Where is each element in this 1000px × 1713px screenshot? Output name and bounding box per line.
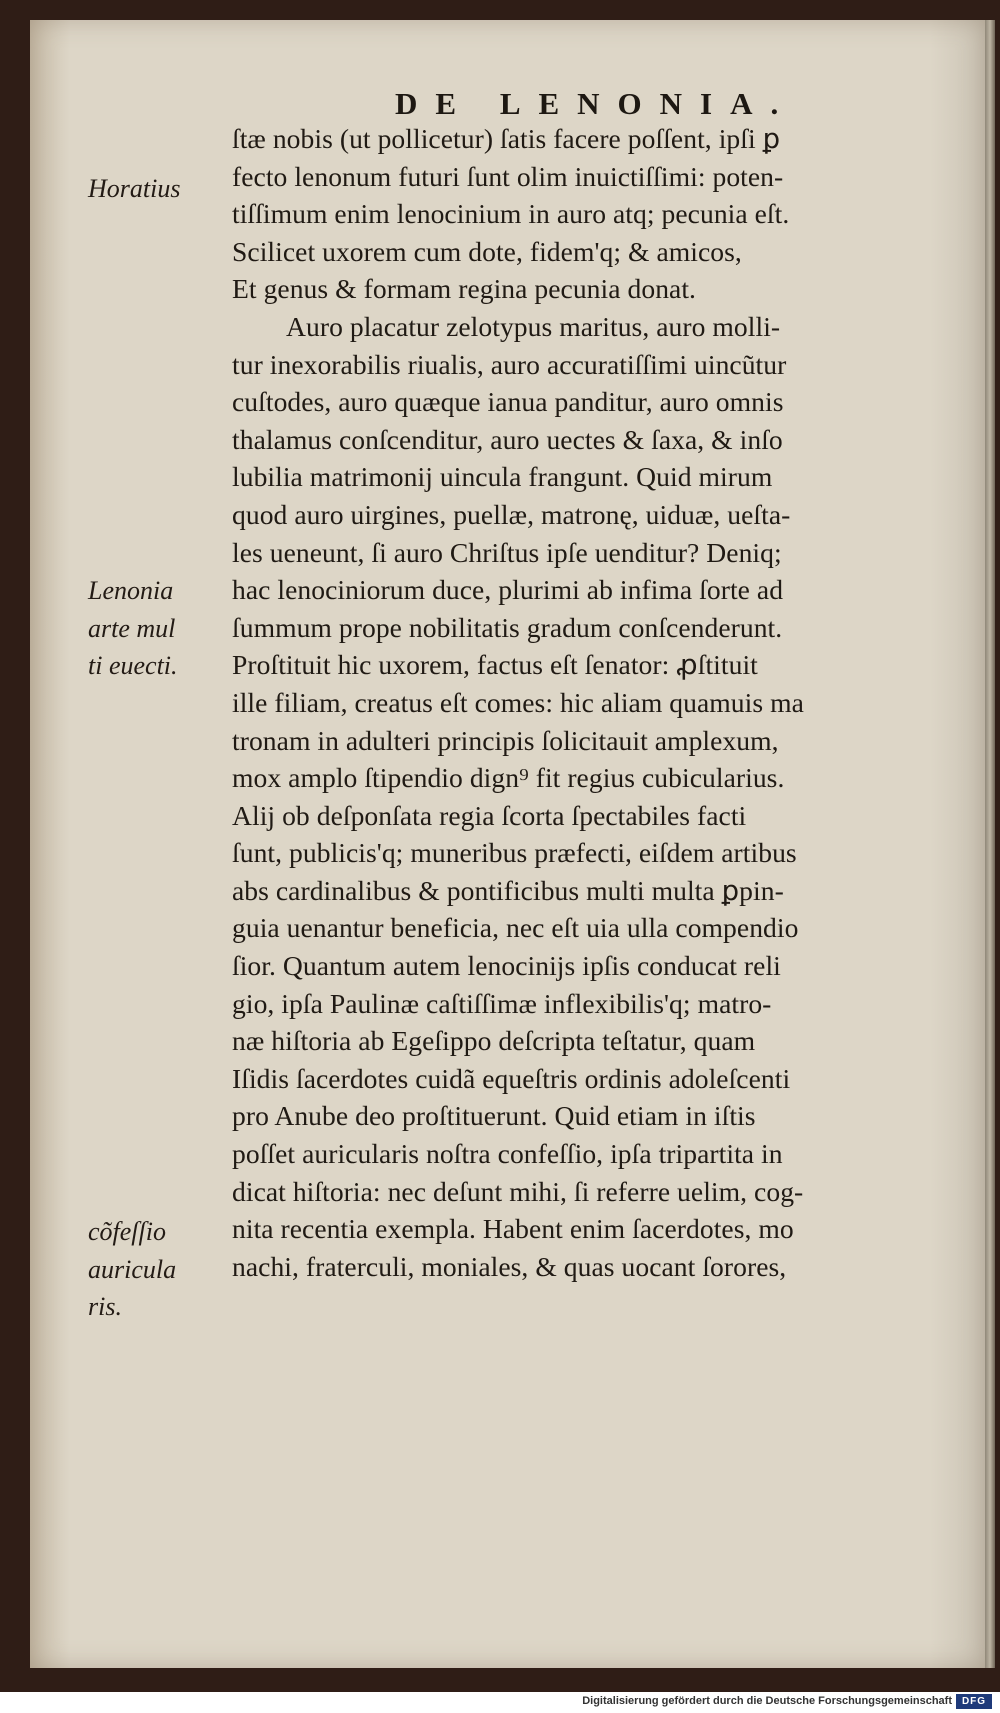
text-line: ſunt, publicis'q; muneribus præfecti, eiſdem artibus bbox=[232, 837, 797, 869]
text-line: Alij ob deſponſata regia ſcorta ſpectabiles facti bbox=[232, 799, 747, 831]
text-line: gio, ipſa Paulinæ caſtiſſimæ inflexibilis'q; matro- bbox=[232, 987, 772, 1019]
running-head: DE LENONIA. bbox=[395, 86, 797, 121]
text-line: tur inexorabilis riualis, auro accuratiſſimi uincũtur bbox=[232, 348, 787, 380]
paragraph-start-line: Auro placatur zelotypus maritus, auro molli- bbox=[286, 310, 781, 342]
dfg-logo: DFG bbox=[956, 1694, 992, 1709]
margin-note-line: auricula bbox=[88, 1254, 177, 1284]
margin-note-line: Horatius bbox=[88, 174, 181, 203]
verse-line: Et genus & formam regina pecunia donat. bbox=[232, 273, 696, 305]
text-line: les ueneunt, ſi auro Chriſtus ipſe uenditur? Deniq; bbox=[232, 536, 782, 568]
text-line: dicat hiſtoria: nec deſunt mihi, ſi referre uelim, cog- bbox=[232, 1175, 804, 1207]
text-line: lubilia matrimonij uincula frangunt. Quid mirum bbox=[232, 461, 773, 493]
text-line: Proſtituit hic uxorem, factus eſt ſenator: ꝓſtituit bbox=[232, 649, 758, 681]
text-line: quod auro uirgines, puellæ, matronę, uiduæ, ueſta- bbox=[232, 498, 791, 530]
text-line: Iſidis ſacerdotes cuidã equeſtris ordinis adoleſcenti bbox=[232, 1062, 791, 1094]
margin-note-line: cõfeſſio bbox=[88, 1217, 166, 1246]
margin-note-line: Lenonia bbox=[88, 576, 174, 605]
margin-note-line: ris. bbox=[88, 1292, 122, 1322]
text-line: cuſtodes, auro quæque ianua panditur, auro omnis bbox=[232, 386, 784, 418]
text-line: ſior. Quantum autem lenocinijs ipſis conducat reli bbox=[232, 950, 781, 982]
text-line: ſtæ nobis (ut pollicetur) ſatis facere poſſent, ipſi ꝑ bbox=[232, 123, 781, 154]
margin-note-line: arte mul bbox=[88, 613, 176, 643]
body-text bbox=[232, 120, 977, 1285]
margin-note-confessio bbox=[88, 1213, 228, 1326]
text-line: nita recentia exempla. Habent enim ſacerdotes, mo bbox=[232, 1213, 794, 1245]
verse-line: Scilicet uxorem cum dote, fidem'q; & amicos, bbox=[232, 235, 742, 267]
text-line: nachi, fraterculi, moniales, & quas uocant ſorores, bbox=[232, 1250, 787, 1282]
text-line: thalamus conſcenditur, auro uectes & ſaxa, & inſo bbox=[232, 423, 783, 455]
text-line: ſummum prope nobilitatis gradum conſcenderunt. bbox=[232, 611, 783, 643]
footer-credit: Digitalisierung gefördert durch die Deutsche Forschungsgemeinschaft bbox=[582, 1695, 952, 1707]
text-line: guia uenantur beneficia, nec eſt uia ulla compendio bbox=[232, 912, 799, 944]
text-line: ille filiam, creatus eſt comes: hic aliam quamuis ma bbox=[232, 686, 804, 718]
page-edge bbox=[985, 20, 995, 1668]
text-line: pro Anube deo proſtituerunt. Quid etiam in iſtis bbox=[232, 1100, 756, 1132]
margin-note-horatius bbox=[88, 170, 228, 208]
text-line: tiſſimum enim lenocinium in auro atq; pecunia eſt. bbox=[232, 198, 790, 230]
margin-note-line: ti euecti. bbox=[88, 651, 178, 681]
text-line: tronam in adulteri principis ſolicitauit amplexum, bbox=[232, 724, 779, 756]
text-line: næ hiſtoria ab Egeſippo deſcripta teſtatur, quam bbox=[232, 1025, 756, 1057]
text-line: poſſet auricularis noſtra confeſſio, ipſa tripartita in bbox=[232, 1138, 783, 1170]
text-line: abs cardinalibus & pontificibus multi multa ꝑpin- bbox=[232, 874, 784, 906]
text-line: mox amplo ſtipendio dign⁹ fit regius cubicularius. bbox=[232, 762, 785, 794]
text-line: fecto lenonum futuri ſunt olim inuictiſſimi: poten- bbox=[232, 160, 784, 192]
text-line: hac lenociniorum duce, plurimi ab infima ſorte ad bbox=[232, 574, 784, 606]
margin-note-lenonia bbox=[88, 572, 228, 685]
